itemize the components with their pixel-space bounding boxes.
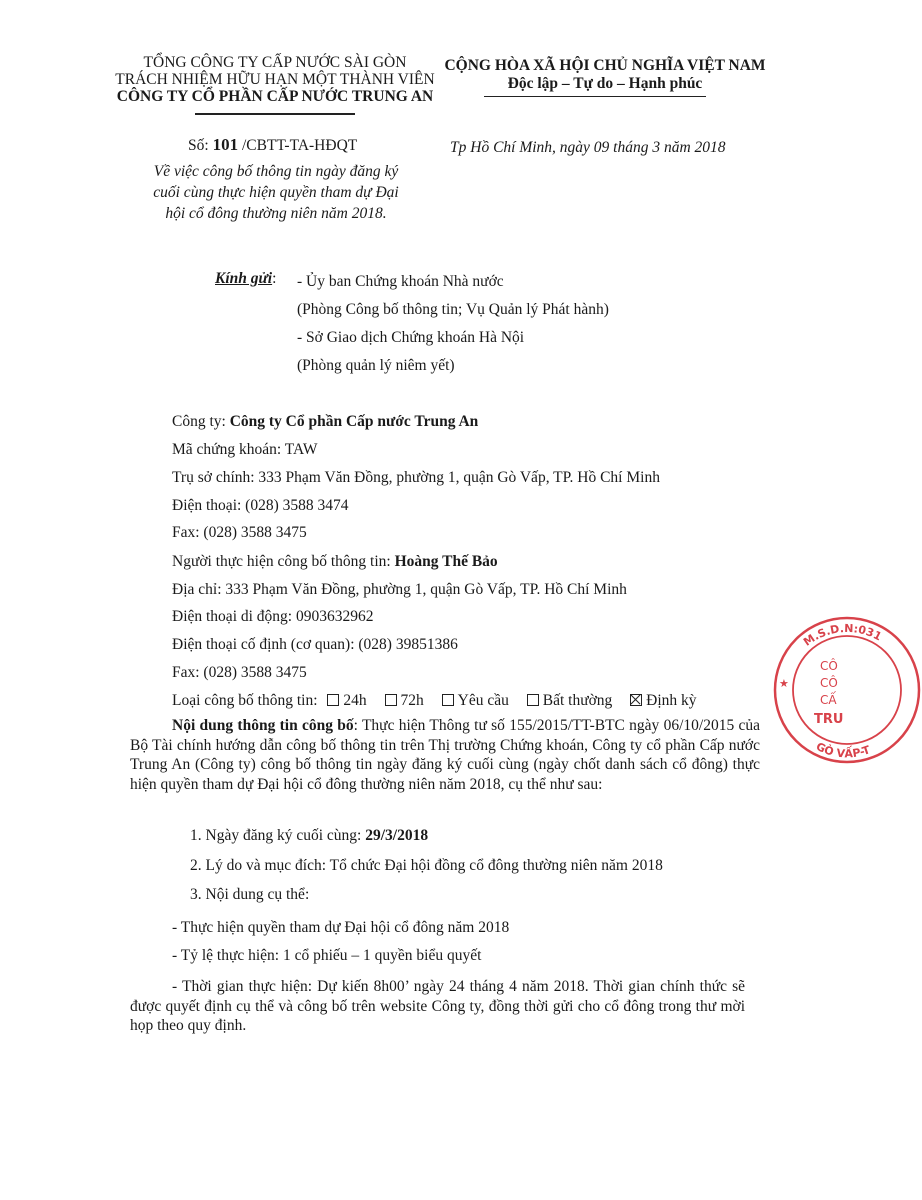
recipient-1-sub: (Phòng Công bố thông tin; Vụ Quản lý Phát hành) — [297, 301, 609, 318]
seal-text-3: CẤ — [820, 693, 837, 707]
recipients-label — [215, 269, 276, 289]
recipients-label-text: Kính gửi — [215, 270, 273, 287]
detail-2: - Tỷ lệ thực hiện: 1 cổ phiếu – 1 quyền biểu quyết — [172, 947, 482, 964]
recipient-2-sub: (Phòng quản lý niêm yết) — [297, 357, 455, 374]
seal-ring-text-top: M.S.D.N:031 — [801, 621, 884, 649]
seal-ring-text-bottom: GÒ VẤP-T — [813, 739, 872, 761]
company-value: Công ty Cổ phần Cấp nước Trung An — [229, 413, 479, 430]
subject-line-2: cuối cùng thực hiện quyền tham dự Đại — [153, 184, 399, 201]
detail-1: - Thực hiện quyền tham dự Đại hội cổ đông năm 2018 — [172, 919, 510, 936]
doc-number-value: 101 — [212, 135, 239, 154]
ticker-line: Mã chứng khoán: TAW — [172, 441, 318, 458]
doc-number — [188, 135, 357, 156]
seal-text-2: CÔ — [820, 676, 838, 690]
item-3: 3. Nội dung cụ thể: — [190, 886, 310, 903]
seal-star-icon: ★ — [779, 677, 789, 690]
place-date: Tp Hồ Chí Minh, ngày 09 tháng 3 năm 2018 — [450, 139, 726, 156]
header-right-rule — [484, 96, 706, 97]
item-1-label: 1. Ngày đăng ký cuối cùng: — [190, 827, 366, 844]
doc-number-suffix: /CBTT-TA-HĐQT — [238, 137, 358, 154]
seal-text-4: TRU — [814, 712, 844, 727]
content-paragraph — [130, 716, 760, 794]
org-company-name: CÔNG TY CỔ PHẦN CẤP NƯỚC TRUNG AN — [116, 88, 434, 105]
disclosure-type-label: Loại công bố thông tin: — [172, 692, 318, 709]
recipient-1: - Ủy ban Chứng khoán Nhà nước — [297, 273, 504, 290]
header-left-rule — [195, 113, 355, 115]
org-type: TRÁCH NHIỆM HỮU HẠN MỘT THÀNH VIÊN — [115, 71, 435, 88]
subject-line-3: hội cổ đông thường niên năm 2018. — [165, 205, 387, 222]
option-yeu-cau-label: Yêu cầu — [457, 692, 509, 709]
checkbox-bat-thuong[interactable] — [527, 694, 539, 706]
content-label: Nội dung thông tin công bố — [172, 717, 354, 734]
doc-number-prefix: Số: — [188, 137, 213, 154]
fax2-line: Fax: (028) 3588 3475 — [172, 664, 307, 681]
checkbox-dinh-ky[interactable] — [630, 694, 642, 706]
subject-line-1: Về việc công bố thông tin ngày đăng ký — [153, 163, 399, 180]
disclosure-type-row — [172, 691, 697, 711]
national-motto: Độc lập – Tự do – Hạnh phúc — [507, 75, 703, 92]
company-seal — [772, 615, 922, 765]
option-72h-label: 72h — [400, 692, 424, 709]
item-2: 2. Lý do và mục đích: Tổ chức Đại hội đồng cổ đông thường niên năm 2018 — [190, 857, 663, 874]
mobile-line: Điện thoại di động: 0903632962 — [172, 608, 374, 625]
option-24h-label: 24h — [343, 692, 367, 709]
item-1 — [190, 826, 428, 846]
option-bat-thuong-label: Bất thường — [542, 692, 613, 709]
recipient-2: - Sở Giao dịch Chứng khoán Hà Nội — [297, 329, 525, 346]
company-line — [172, 412, 478, 432]
item-1-value: 29/3/2018 — [365, 827, 429, 844]
content-text: : Thực hiện Thông tư số 155/2015/TT-BTC ngày 06/10/2015 của Bộ Tài chính hướng dẫn công bố thông tin trên Thị trường Chứng khoán, Công ty cổ phần Cấp nước Trung An (Công ty) công bố thông tin ngày đăng ký cuối cùng (ngày chốt danh sách cổ đông) thực hiện quyền tham dự Đại hội cổ đông thường niên năm 2018, cụ thể như sau: — [130, 717, 760, 793]
seal-outer-ring — [775, 618, 919, 762]
option-dinh-ky-label: Định kỳ — [646, 692, 697, 709]
checkbox-24h[interactable] — [327, 694, 339, 706]
discloser-label: Người thực hiện công bố thông tin: — [172, 553, 395, 570]
office-phone-line: Điện thoại cố định (cơ quan): (028) 39851386 — [172, 636, 458, 653]
detail-3: - Thời gian thực hiện: Dự kiến 8h00’ ngày 24 tháng 4 năm 2018. Thời gian chính thức sẽ được quyết định cụ thể và công bố trên website Công ty, đồng thời gửi cho cổ đông trong thư mời họp theo quy định. — [130, 978, 745, 1034]
discloser-value: Hoàng Thế Bảo — [394, 553, 498, 570]
hq-line: Trụ sở chính: 333 Phạm Văn Đồng, phường 1, quận Gò Vấp, TP. Hồ Chí Minh — [172, 469, 660, 486]
national-title: CỘNG HÒA XÃ HỘI CHỦ NGHĨA VIỆT NAM — [444, 57, 766, 74]
address-line: Địa chỉ: 333 Phạm Văn Đồng, phường 1, quận Gò Vấp, TP. Hồ Chí Minh — [172, 581, 627, 598]
phone-line: Điện thoại: (028) 3588 3474 — [172, 497, 349, 514]
checkbox-yeu-cau[interactable] — [442, 694, 454, 706]
checkbox-72h[interactable] — [385, 694, 397, 706]
discloser-line — [172, 552, 498, 572]
org-parent-name: TỔNG CÔNG TY CẤP NƯỚC SÀI GÒN — [143, 54, 407, 71]
seal-text-1: CÔ — [820, 659, 838, 673]
company-label: Công ty: — [172, 413, 230, 430]
recipients-colon: : — [272, 270, 277, 287]
seal-inner-ring — [793, 636, 901, 744]
fax-line: Fax: (028) 3588 3475 — [172, 524, 307, 541]
